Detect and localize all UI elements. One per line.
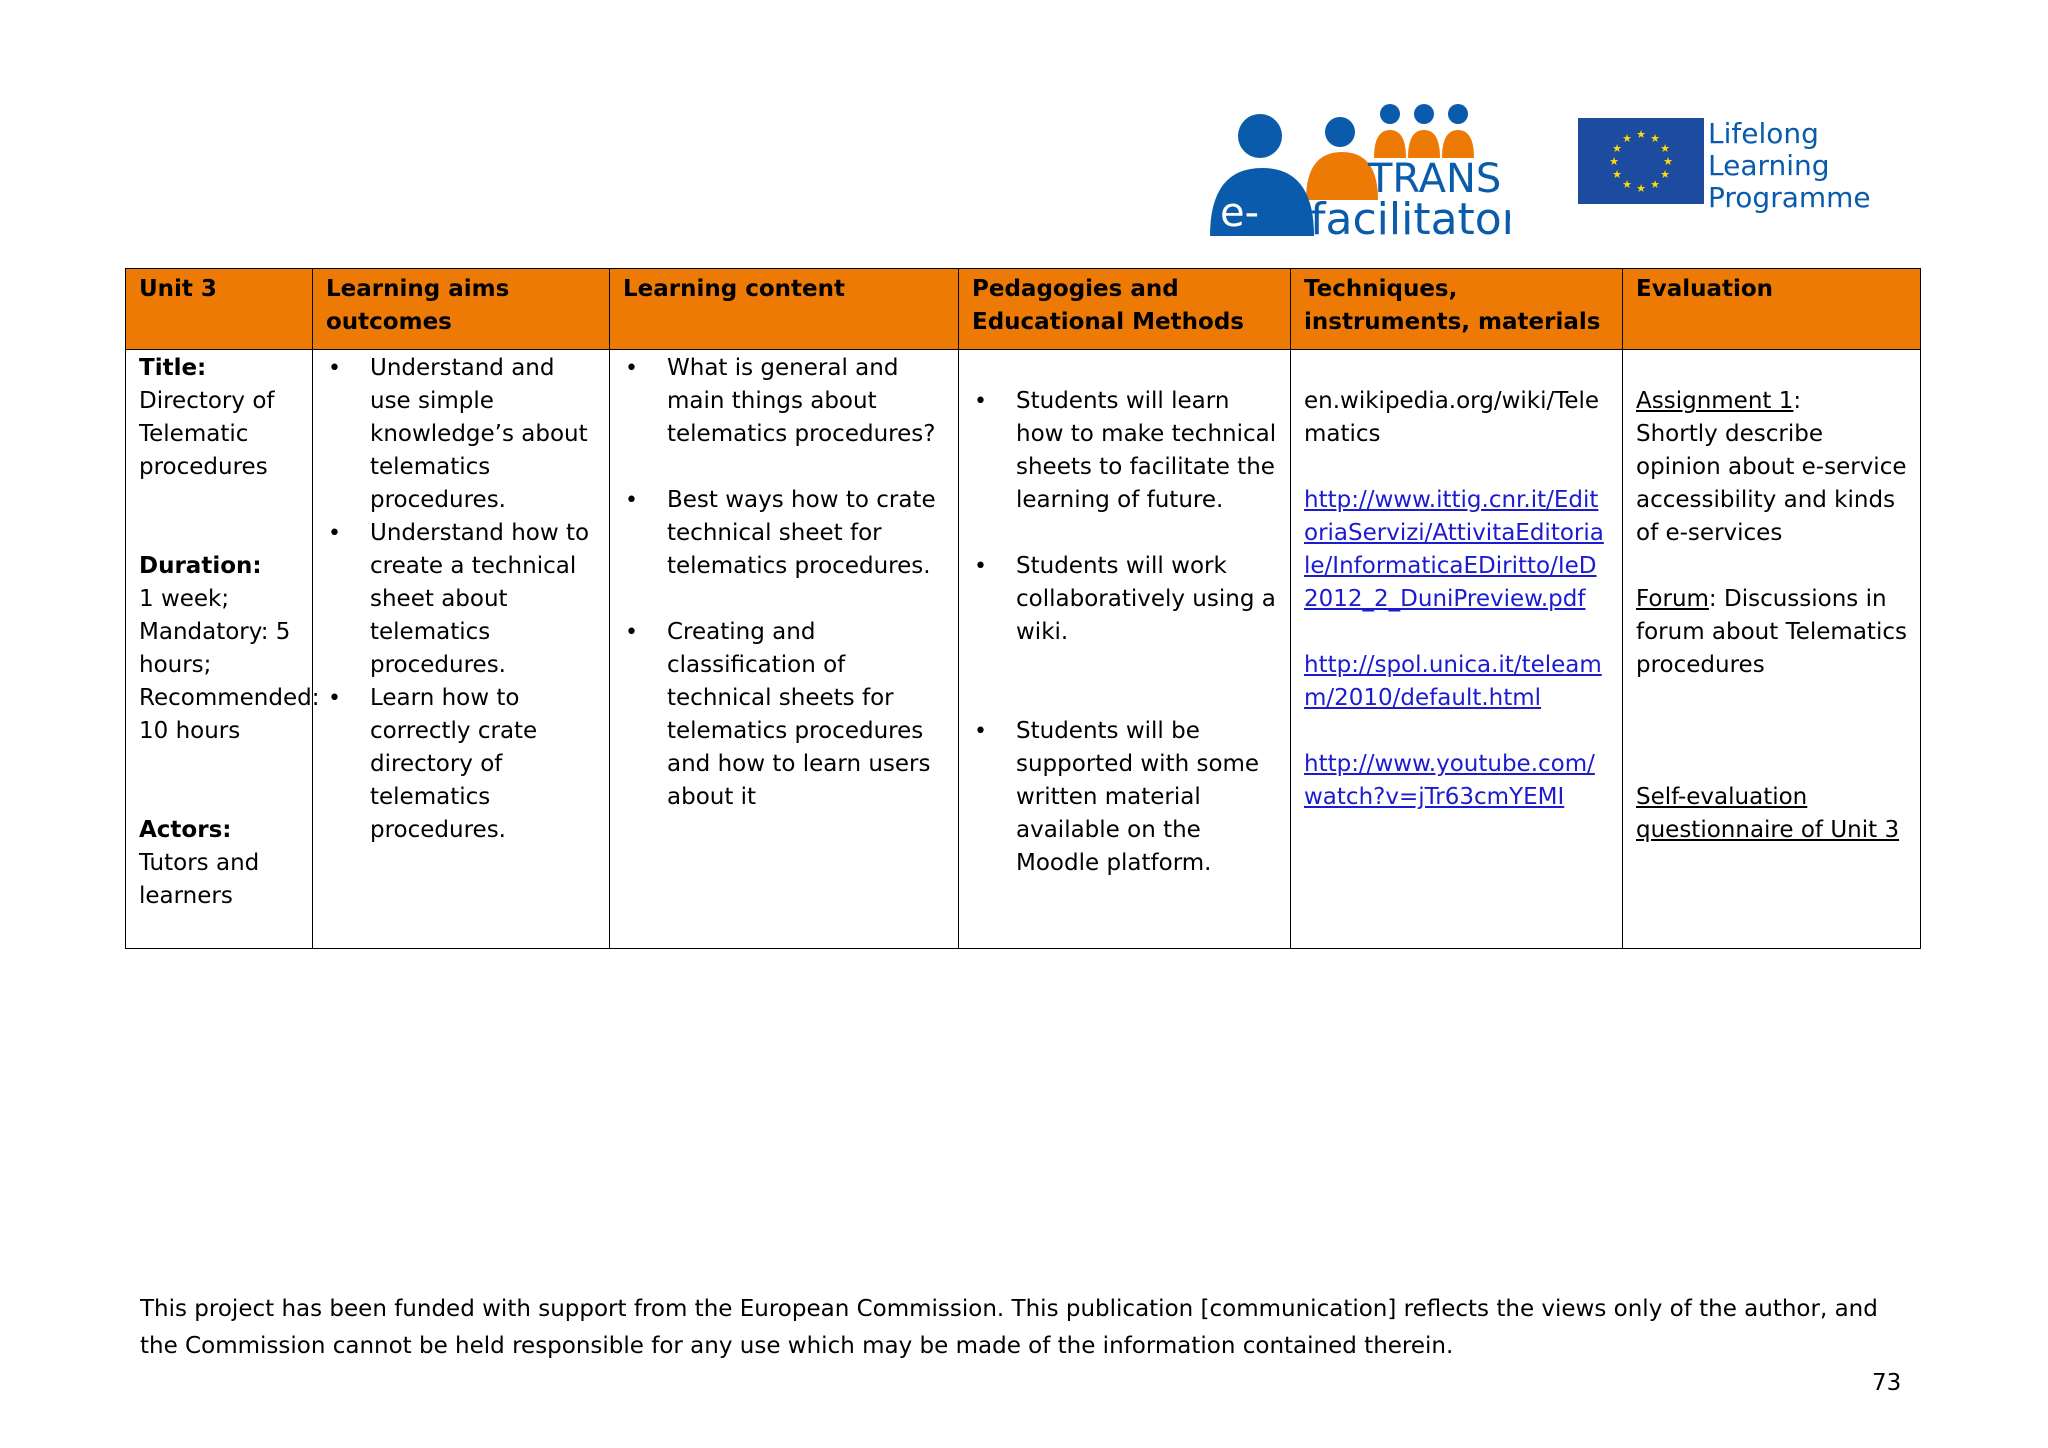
list-item: • Understand and use simple knowledge’s about telematics procedures.: [326, 352, 597, 517]
svg-text:★: ★: [1650, 132, 1660, 145]
title-line: Telematic: [139, 421, 249, 447]
learning-aims-list: [326, 352, 597, 847]
pedagogies-cell: [959, 350, 1291, 949]
duration-line: 1 week;: [139, 586, 230, 612]
eu-logo-line2: Learning: [1708, 149, 1830, 182]
learning-content-cell: [610, 350, 959, 949]
list-item: • Best ways how to crate technical sheet for telematics procedures.: [623, 484, 946, 583]
logo-prefix: e-: [1220, 190, 1260, 236]
header-pedagogies: Pedagogies and Educational Methods: [959, 269, 1291, 350]
youtube-link[interactable]: http://www.youtube.com/watch?v=jTr63cmYEMI: [1304, 751, 1595, 810]
assignment-text: Shortly describe opinion about e-service accessibility and kinds of e-services: [1636, 421, 1907, 546]
svg-text:★: ★: [1612, 142, 1622, 155]
table-row: [126, 350, 1921, 949]
svg-text:★: ★: [1650, 178, 1660, 191]
duration-line: Recommended:: [139, 685, 320, 711]
title-line: procedures: [139, 454, 268, 480]
svg-text:★: ★: [1663, 155, 1673, 168]
actors-line: Tutors and: [139, 850, 260, 876]
table-header-row: [126, 269, 1921, 350]
svg-text:★: ★: [1660, 168, 1670, 181]
list-item: • Creating and classification of technical sheets for telematics procedures and how to learn users about it: [623, 616, 946, 814]
list-item: • Understand how to create a technical sheet about telematics procedures.: [326, 517, 597, 682]
list-item: • Students will work collaboratively using a wiki.: [972, 550, 1278, 649]
logo-word-trans: TRANS: [1368, 156, 1502, 202]
svg-text:★: ★: [1622, 132, 1632, 145]
evaluation-cell: [1623, 350, 1921, 949]
svg-text:★: ★: [1636, 182, 1646, 195]
pedagogies-list: [972, 385, 1278, 880]
list-item: • Students will be supported with some written material available on the Moodle platform.: [972, 715, 1278, 880]
assignment-label: Assignment 1: [1636, 388, 1794, 414]
forum-label: Forum: [1636, 586, 1709, 612]
actors-label: Actors:: [139, 817, 232, 843]
svg-text:★: ★: [1622, 178, 1632, 191]
header-learning-aims: Learning aims outcomes: [313, 269, 610, 350]
funding-disclaimer: This project has been funded with support from the European Commission. This publication [communication] reflects the views only of the author, and the Commission cannot be held responsible for any use which may be made of the information contained therein.: [140, 1296, 1878, 1359]
unit-table: [125, 268, 1921, 949]
assignment-block: Assignment 1:: [1636, 388, 1802, 414]
unica-link[interactable]: http://spol.unica.it/teleamm/2010/default.html: [1304, 652, 1602, 711]
svg-text:★: ★: [1612, 168, 1622, 181]
header-unit: Unit 3: [126, 269, 313, 350]
eu-lifelong-learning-logo: [1578, 118, 2038, 214]
svg-text:★: ★: [1660, 142, 1670, 155]
forum-text: : Discussions in forum about Telematics procedures: [1636, 586, 1907, 678]
actors-line: learners: [139, 883, 233, 909]
duration-label: Duration:: [139, 553, 262, 579]
duration-line: Mandatory: 5: [139, 619, 291, 645]
self-evaluation: Self-evaluation questionnaire of Unit 3: [1636, 784, 1900, 843]
learning-content-list: [623, 352, 946, 814]
header-techniques: Techniques, instruments, materials: [1291, 269, 1623, 350]
list-item: • Students will learn how to make technical sheets to facilitate the learning of future.: [972, 385, 1278, 517]
eu-logo-line3: Programme: [1708, 181, 1871, 214]
list-item: • What is general and main things about telematics procedures?: [623, 352, 946, 451]
svg-text:★: ★: [1636, 128, 1646, 141]
logo-word-facilitator: facilitator: [1310, 194, 1510, 240]
list-item: • Learn how to correctly crate directory of telematics procedures.: [326, 682, 597, 847]
eu-flag-icon: [1578, 118, 1704, 204]
unit-info-cell: [126, 350, 320, 949]
ittig-link[interactable]: http://www.ittig.cnr.it/EditoriaServizi/AttivitaEditoriale/InformaticaEDiritto/IeD2012_2_DuniPreview.pdf: [1304, 487, 1604, 612]
forum-block: [1636, 583, 1908, 682]
wikipedia-reference: en.wikipedia.org/wiki/Telematics: [1304, 388, 1600, 447]
header-evaluation: Evaluation: [1623, 269, 1921, 350]
learning-aims-cell: [313, 350, 610, 949]
e-trans-facilitator-logo: [1210, 100, 1510, 240]
duration-line: 10 hours: [139, 718, 241, 744]
techniques-cell: [1291, 350, 1623, 949]
page-number: 73: [1872, 1370, 1902, 1396]
duration-line: hours;: [139, 652, 212, 678]
svg-text:★: ★: [1609, 155, 1619, 168]
title-label: Title:: [139, 355, 207, 381]
eu-logo-line1: Lifelong: [1708, 117, 1819, 150]
header-learning-content: Learning content: [610, 269, 959, 350]
title-line: Directory of: [139, 388, 275, 414]
